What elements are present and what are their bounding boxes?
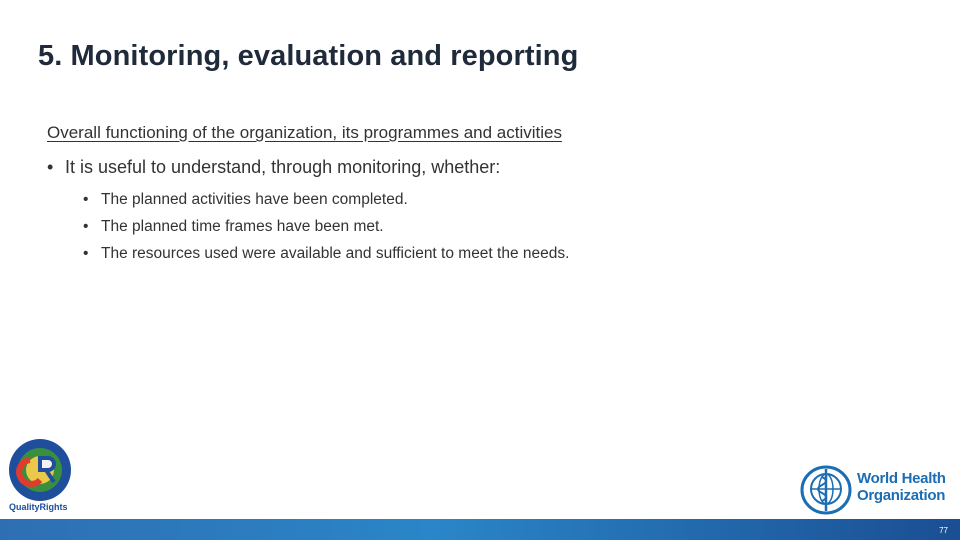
main-bullet <box>47 157 500 178</box>
who-name-line-2: Organization <box>857 487 946 504</box>
who-name-line-1: World Health <box>857 470 946 487</box>
who-emblem-icon <box>800 463 852 515</box>
bullet-marker: • <box>83 245 89 262</box>
bullet-marker: • <box>47 157 54 177</box>
section-subtitle: Overall functioning of the organization, its programmes and activities <box>47 123 562 142</box>
sub-bullet-list <box>83 186 569 267</box>
bullet-marker: • <box>83 218 89 235</box>
list-item-text: The resources used were available and sufficient to meet the needs. <box>101 245 570 262</box>
bullet-marker: • <box>83 191 89 208</box>
list-item-text: The planned activities have been completed. <box>101 191 408 208</box>
list-item <box>83 186 569 213</box>
who-organization-name <box>857 470 946 504</box>
list-item <box>83 240 569 267</box>
slide-title: 5. Monitoring, evaluation and reporting <box>38 40 579 72</box>
list-item-text: The planned time frames have been met. <box>101 218 384 235</box>
who-logo <box>800 463 955 515</box>
footer-bar <box>0 519 960 540</box>
main-bullet-text: It is useful to understand, through monitoring, whether: <box>65 157 501 177</box>
quality-rights-label: QualityRights <box>9 502 68 512</box>
list-item <box>83 213 569 240</box>
page-number: 77 <box>939 526 948 535</box>
